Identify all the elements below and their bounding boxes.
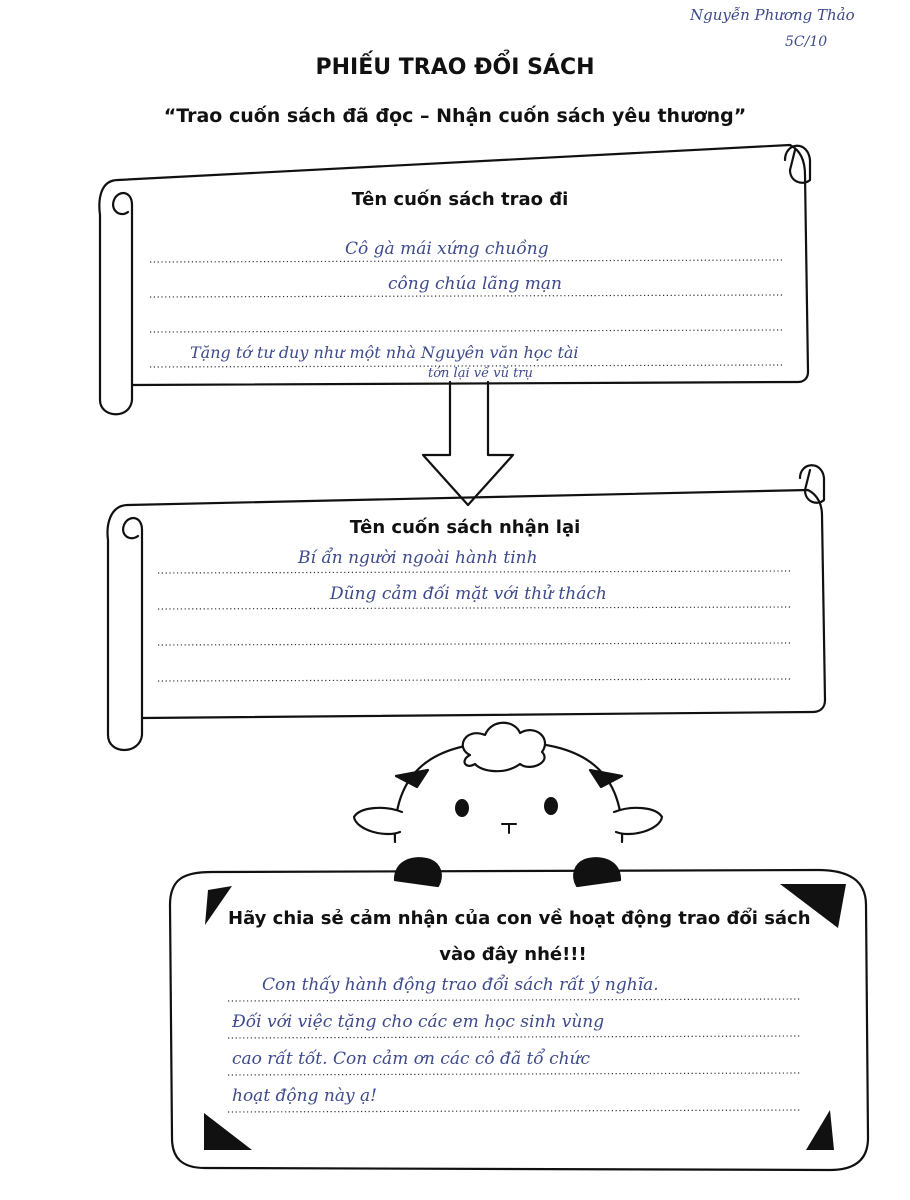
feedback-line-2: Đối với việc tặng cho các em học sinh vùng	[232, 1012, 605, 1032]
sheep-illustration	[354, 723, 662, 886]
feedback-prompt-line-2: vào đây nhé!!!	[439, 944, 587, 965]
received-book-heading: Tên cuốn sách nhận lại	[349, 517, 581, 538]
student-name: Nguyễn Phương Thảo	[690, 6, 855, 24]
received-book-line-2: Dũng cảm đối mặt với thử thách	[330, 584, 607, 604]
received-book-line-1: Bí ẩn người ngoài hành tinh	[298, 548, 538, 568]
feedback-line-4: hoạt động này ạ!	[232, 1086, 377, 1106]
given-book-heading: Tên cuốn sách trao đi	[351, 189, 569, 210]
feedback-line-3: cao rất tốt. Con cảm ơn các cô đã tổ chức	[232, 1049, 591, 1069]
given-book-line-1: Cô gà mái xứng chuồng	[345, 239, 549, 259]
form-title: PHIẾU TRAO ĐỔI SÁCH	[315, 55, 595, 80]
arrow-down-icon	[423, 382, 513, 505]
given-book-line-5: tớn lại về vũ trụ	[428, 366, 533, 381]
form-subtitle: “Trao cuốn sách đã đọc – Nhận cuốn sách yêu thương”	[163, 105, 747, 127]
student-class: 5C/10	[785, 34, 828, 50]
given-book-line-2: công chúa lãng mạn	[388, 274, 562, 294]
given-book-line-4: Tặng tớ tư duy như một nhà Nguyên văn học tài	[190, 343, 579, 362]
feedback-prompt-line-1: Hãy chia sẻ cảm nhận của con về hoạt động trao đổi sách	[228, 908, 811, 929]
feedback-line-1: Con thấy hành động trao đổi sách rất ý nghĩa.	[262, 975, 659, 995]
